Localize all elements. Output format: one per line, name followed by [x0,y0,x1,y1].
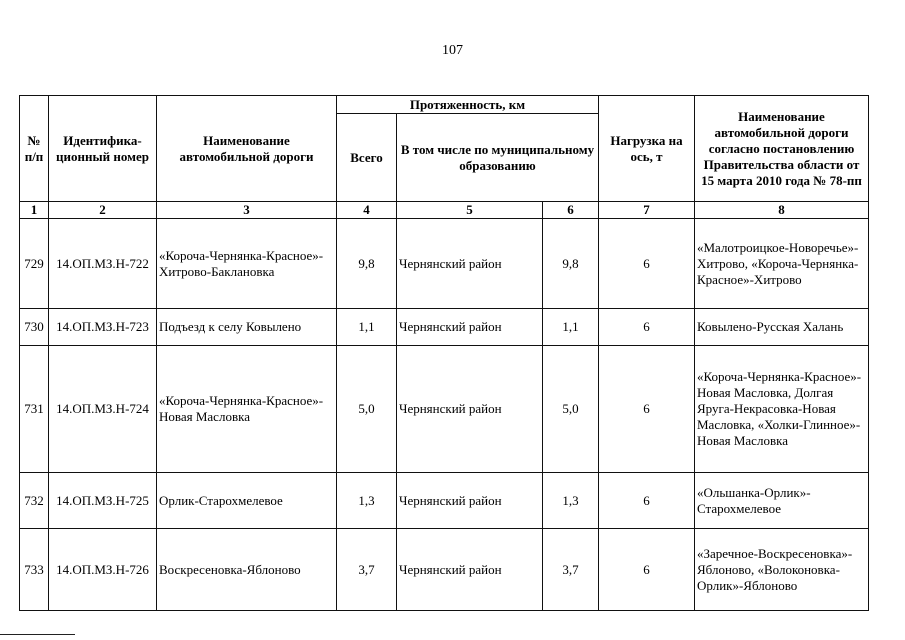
cell-road-name: Орлик-Старохмелевое [157,473,337,529]
header-municipal: В том числе по муниципальному образованию [397,114,599,202]
cell-decree-name: «Ольшанка-Орлик»-Старохмелевое [695,473,869,529]
cell-load: 6 [599,346,695,473]
roads-table [19,95,869,611]
cell-id: 14.ОП.МЗ.Н-726 [49,529,157,611]
column-index: 7 [599,202,695,219]
column-index: 5 [397,202,543,219]
cell-district: Чернянский район [397,473,543,529]
table-row [20,473,869,529]
cell-total: 1,3 [337,473,397,529]
cell-load: 6 [599,309,695,346]
cell-id: 14.ОП.МЗ.Н-723 [49,309,157,346]
cell-total: 3,7 [337,529,397,611]
cell-district-km: 3,7 [543,529,599,611]
cell-decree-name: Ковылено-Русская Халань [695,309,869,346]
cell-load: 6 [599,473,695,529]
column-index: 4 [337,202,397,219]
column-index: 8 [695,202,869,219]
cell-district-km: 9,8 [543,219,599,309]
table-row [20,346,869,473]
table-row [20,309,869,346]
cell-total: 1,1 [337,309,397,346]
column-index: 2 [49,202,157,219]
header-length-group: Протяженность, км [337,96,599,114]
header-no: № п/п [20,96,49,202]
cell-district-km: 5,0 [543,346,599,473]
cell-total: 9,8 [337,219,397,309]
header-name: Наименование автомобильной дороги [157,96,337,202]
cell-road-name: Подъезд к селу Ковылено [157,309,337,346]
cell-no: 733 [20,529,49,611]
cell-decree-name: «Заречное-Воскресеновка»-Яблоново, «Волоконовка-Орлик»-Яблоново [695,529,869,611]
header-decree-name: Наименование автомобильной дороги согласно постановлению Правительства области от 15 марта 2010 года № 78-пп [695,96,869,202]
header-load: Нагрузка на ось, т [599,96,695,202]
column-index: 1 [20,202,49,219]
header-total: Всего [337,114,397,202]
cell-district: Чернянский район [397,219,543,309]
cell-no: 732 [20,473,49,529]
cell-district-km: 1,3 [543,473,599,529]
bottom-rule [0,634,75,635]
cell-district: Чернянский район [397,309,543,346]
header-id: Идентифика-ционный номер [49,96,157,202]
cell-no: 731 [20,346,49,473]
table-row [20,529,869,611]
cell-road-name: Воскресеновка-Яблоново [157,529,337,611]
cell-no: 730 [20,309,49,346]
cell-district-km: 1,1 [543,309,599,346]
cell-district: Чернянский район [397,346,543,473]
cell-road-name: «Короча-Чернянка-Красное»-Новая Масловка [157,346,337,473]
cell-district: Чернянский район [397,529,543,611]
column-index: 3 [157,202,337,219]
cell-total: 5,0 [337,346,397,473]
cell-decree-name: «Малотроицкое-Новоречье»-Хитрово, «Короча-Чернянка-Красное»-Хитрово [695,219,869,309]
column-index: 6 [543,202,599,219]
cell-no: 729 [20,219,49,309]
cell-decree-name: «Короча-Чернянка-Красное»-Новая Масловка, Долгая Яруга-Некрасовка-Новая Масловка, «Холки-Глинное»-Новая Масловка [695,346,869,473]
cell-load: 6 [599,219,695,309]
cell-id: 14.ОП.МЗ.Н-722 [49,219,157,309]
table-row [20,219,869,309]
cell-id: 14.ОП.МЗ.Н-725 [49,473,157,529]
cell-load: 6 [599,529,695,611]
page-number: 107 [442,43,463,58]
cell-id: 14.ОП.МЗ.Н-724 [49,346,157,473]
cell-road-name: «Короча-Чернянка-Красное»-Хитрово-Баклановка [157,219,337,309]
